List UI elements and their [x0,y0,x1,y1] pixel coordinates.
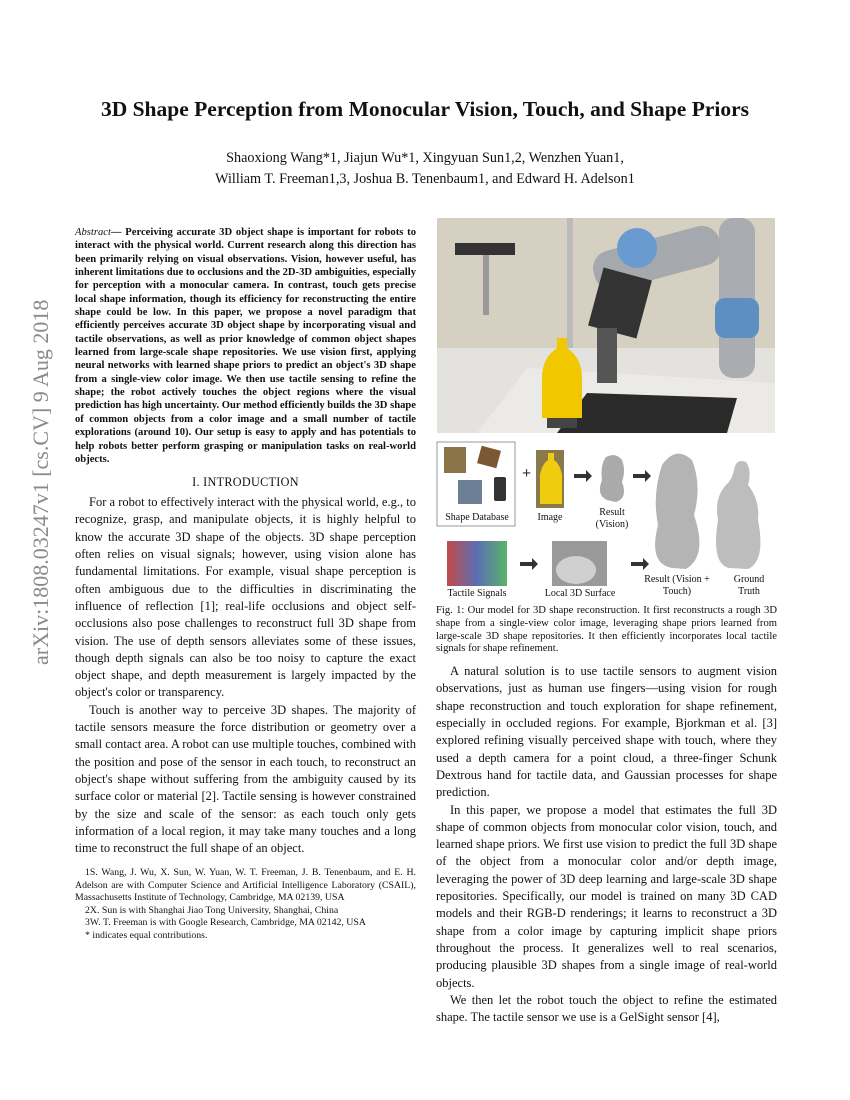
robot-setup-photo [437,218,775,433]
tactile-signal-image [447,541,507,586]
introduction-text [75,494,416,857]
label-image: Image [537,512,563,523]
paragraph: In this paper, we propose a model that estimates the full 3D shape of common objects from monocular color vision, touch, and learned shape priors. We first use vision to predict the full 3D shape of the object from a monocular color and/or depth image, leveraging the power of 3D deep learning and large-scale 3D shape repositories. Specifically, our model is trained on many 3D CAD models and their RGB-D renderings; it learns to reconstruct a 3D shape from a color image by capturing implicit shape priors throughout the process. It generalizes well to real scenarios, producing plausible 3D shapes from a single image of real-world objects. [436,802,777,990]
vision-touch-result-shape [655,454,699,569]
left-column [75,226,416,942]
abstract-label: Abstract [75,227,111,238]
section-heading-introduction: I. INTRODUCTION [192,475,299,490]
label-result-vision-touch: Result (Vision + Touch) [644,574,710,597]
right-column [436,605,777,1026]
paragraph: A natural solution is to use tactile sensors to augment vision observations, just as human use fingers—using vision for rough shape reconstruction and touch exploration for shape refinement, especially in occluded regions. For example, Bjorkman et al. [3] explored refining visually perceived shape with touch, where they used a depth camera for a point cloud, a three-finger Schunk Dextrous hand for tactile data, and Gaussian processes for shape prediction. [436,664,777,800]
footnote: 2X. Sun is with Shanghai Jiao Tong University, Shanghai, China [85,904,339,916]
abstract-text: — Perceiving accurate 3D object shape is important for robots to interact with the physical world. Current research along this direction has been primarily relying on visual observations. Vision, however useful, has inherent limitations due to occlusions and the 2D-3D ambiguities, especially for perception with a monocular camera. In contrast, touch gets precise local shape information, though its efficiency for reconstructing the entire shape could be low. In this paper, we propose a novel paradigm that efficiently perceives accurate 3D object shape by incorporating visual and tactile observations, as well as prior knowledge of common object shapes learned from large-scale shape repositories. We use vision first, applying neural networks with learned shape priors to predict an object's 3D shape from a single-view color image. We then use tactile sensing to refine the shape; the robot actively touches the object regions where the visual prediction has high uncertainty. Our method efficiently builds the 3D shape of common objects from a color image and a small number of tactile explorations (around 10). Our setup is easy to apply and has potentials to help robots better perform grasping or manipulation tasks on real-world objects. [75,227,416,465]
label-shape-database: Shape Database [445,512,509,523]
paper-title: 3D Shape Perception from Monocular Vision, Touch, and Shape Priors [100,97,750,121]
database-thumb [444,447,466,473]
footnote: 1S. Wang, J. Wu, X. Sun, W. Yuan, W. T. Freeman, J. B. Tenenbaum, and E. H. Adelson are with Computer Science and Artificial Intelligence Laboratory (CSAIL), Massachusetts Institute of Technology, Cambridge, MA 02139, USA [75,867,416,904]
arrow-icon [631,558,649,570]
arrow-icon [520,558,538,570]
database-thumb [494,477,506,501]
figure-caption: Fig. 1: Our model for 3D shape reconstruction. It first reconstructs a rough 3D shape from a single-view color image, leveraging shape priors learned from large-scale 3D shape repositories. It then efficiently incorporates local tactile signals for shape refinement. [436,605,777,655]
abstract [75,226,416,466]
robot-scene-illustration [437,218,775,433]
database-thumb [477,446,501,469]
paragraph: For a robot to effectively interact with the physical world, e.g., to recognize, grasp, and manipulate objects, it is highly helpful to know the accurate 3D shape of the objects. 3D shape perception often relies on visual signals; however, using vision alone has fundamental limitations. For example, visual shape perception is often ambiguous due to the difficulties in discriminating the influence of reflection [1]; real-life occlusions and object self-occlusions also pose challenges to reconstruct full 3D shape from vision. The use of depth sensors alleviates some of these issues, though depth signals can also be too noisy to capture the exact object shape, and depth measurement is largely impacted by the object's color or transparency. [75,495,416,700]
authors-line-1: Shaoxiong Wang*1, Jiajun Wu*1, Xingyuan Sun1,2, Wenzhen Yuan1, [226,150,624,166]
footnote: * indicates equal contributions. [85,929,208,941]
footnote: 3W. T. Freeman is with Google Research, Cambridge, MA 02142, USA [85,917,366,929]
footnotes [75,867,416,942]
label-local-3d-surface: Local 3D Surface [544,588,616,599]
authors-line-2: William T. Freeman1,3, Joshua B. Tenenbaum1, and Edward H. Adelson1 [215,171,635,187]
label-tactile-signals: Tactile Signals [447,588,507,599]
ground-truth-shape [716,461,760,569]
author-list [0,148,850,190]
right-column-text [436,663,777,1026]
label-ground-truth: Ground Truth [733,574,765,597]
vision-result-shape [600,455,624,502]
figure-1 [436,440,776,602]
paragraph: Touch is another way to perceive 3D shapes. The majority of tactile sensors measure the force distribution or geometry over a small contact area. A robot can use multiple touches, combined with the position and pose of the sensor in each touch, to reconstruct an object's shape without suffering from the ambiguity caused by its surface color or material [2]. Tactile sensing is however constrained by the size and scale of the sensor: as each touch only gets information of a local region, it may take many touches and a long time to reconstruct the full shape of an object. [75,702,416,856]
arxiv-stamp: arXiv:1808.03247v1 [cs.CV] 9 Aug 2018 [28,299,53,665]
label-result-vision: Result (Vision) [595,507,629,530]
arrow-icon [633,470,651,482]
plus-sign: + [522,465,532,482]
paragraph: We then let the robot touch the object to refine the estimated shape. The tactile sensor we use is a GelSight sensor [4], [436,992,777,1025]
database-thumb [458,480,482,504]
arrow-icon [574,470,592,482]
